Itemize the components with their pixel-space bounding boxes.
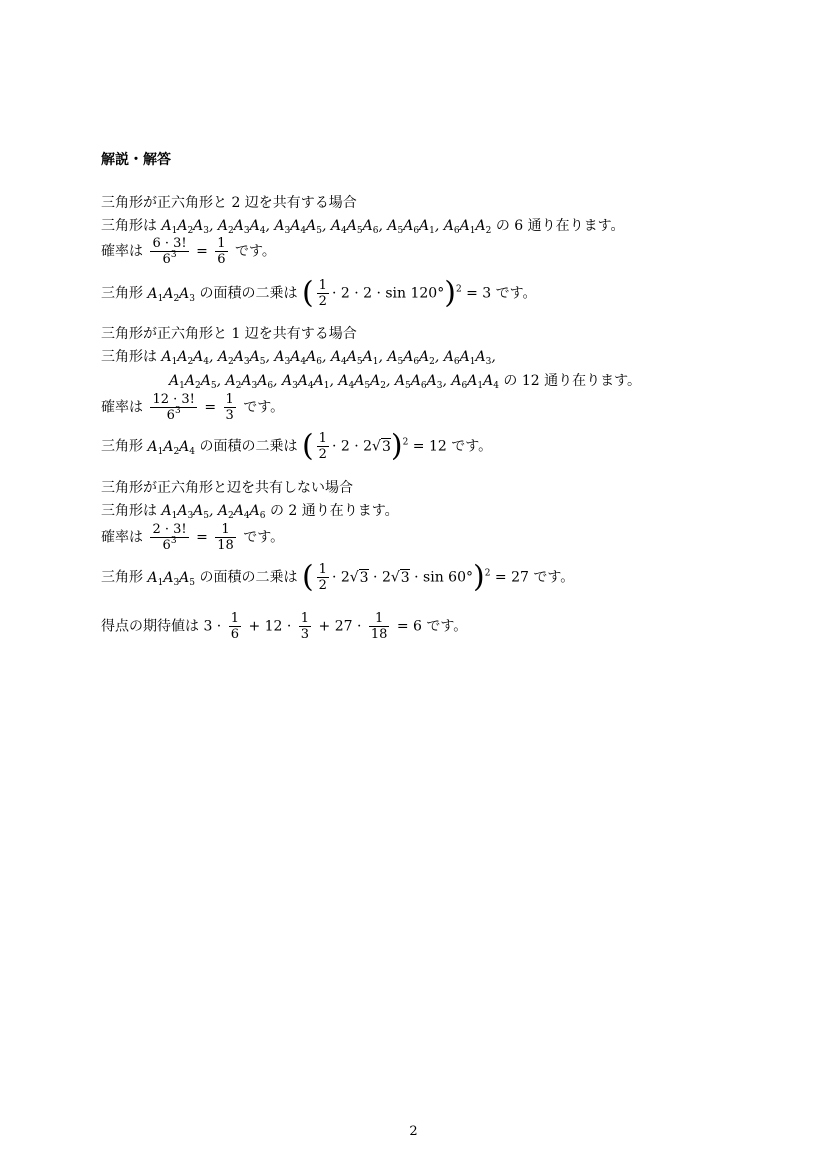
case3-area-mid: の面積の二乗は xyxy=(199,569,298,586)
case1-prob-prefix: 確率は xyxy=(101,243,143,260)
case1-area: 三角形 $A_1A_2A_3$ の面積の二乗は ( $\frac{1}{2}$ · 2 · 2 · sin 120°)$^2$ = 3 です。 xyxy=(101,275,537,311)
case2-area-mid: の面積の二乗は xyxy=(199,438,298,455)
case2-probability xyxy=(101,392,284,423)
page-number: 2 xyxy=(409,1124,418,1139)
section-heading: 解説・解答 xyxy=(101,152,171,168)
case3-area-triangle: $A_1A_3A_5$ xyxy=(147,569,196,588)
case2-prob-result: $\frac{1}{3}$ xyxy=(225,392,234,423)
case3-area-result: = 27 です。 xyxy=(494,569,575,586)
case3-triangles: $A_1A_3A_5$, $A_2A_4A_6$ xyxy=(161,503,266,521)
case1-prob-result: $\frac{1}{6}$ xyxy=(217,236,226,267)
case1-list-suffix: の 6 通り在ります。 xyxy=(495,218,625,234)
case3-probability xyxy=(101,522,284,553)
case2-list-line2 xyxy=(169,372,641,390)
case2-triangles-2: $A_1A_2A_5$, $A_2A_3A_6$, $A_3A_4A_1$, $A_4A_5A_2$, $A_5A_6A_3$, $A_6A_1A_4$ xyxy=(169,373,499,391)
case1-area-mid: の面積の二乗は xyxy=(199,285,298,302)
case1-prob-fraction: $\frac{6 \cdot 3!}{6^3}$ xyxy=(152,236,187,267)
case3-list-suffix: の 2 通り在ります。 xyxy=(269,503,399,519)
expectation-prefix: 得点の期待値は xyxy=(101,618,199,635)
case2-list-suffix: の 12 通り在ります。 xyxy=(503,373,641,389)
case3-prob-suffix: です。 xyxy=(243,529,285,546)
case1-probability xyxy=(101,236,276,267)
case2-area: 三角形 $A_1A_2A_4$ の面積の二乗は ( $\frac{1}{2}$ · 2 · 2√3)$^2$ = 12 です。 xyxy=(101,428,493,464)
case2-prob-fraction: $\frac{12 \cdot 3!}{6^3}$ xyxy=(152,392,195,423)
case3-list xyxy=(101,502,399,520)
expectation-suffix: = 6 です。 xyxy=(396,618,468,635)
case1-area-triangle: $A_1A_2A_3$ xyxy=(147,285,196,304)
case1-title: 三角形が正六角形と 2 辺を共有する場合 xyxy=(101,195,357,211)
case2-list-prefix: 三角形は xyxy=(101,349,157,365)
case3-list-prefix: 三角形は xyxy=(101,503,157,519)
equals-sign: = xyxy=(196,243,208,260)
case2-title: 三角形が正六角形と 1 辺を共有する場合 xyxy=(101,326,357,342)
case3-area-prefix: 三角形 xyxy=(101,569,143,586)
case2-area-result: = 12 です。 xyxy=(412,438,493,455)
case2-prob-prefix: 確率は xyxy=(101,399,143,416)
case2-area-prefix: 三角形 xyxy=(101,438,143,455)
case1-list-prefix: 三角形は xyxy=(101,218,157,234)
case3-prob-result: $\frac{1}{18}$ xyxy=(217,522,234,553)
case3-title: 三角形が正六角形と辺を共有しない場合 xyxy=(101,480,353,496)
case1-prob-suffix: です。 xyxy=(235,243,276,260)
case1-area-result: = 3 です。 xyxy=(466,285,537,302)
case2-area-triangle: $A_1A_2A_4$ xyxy=(147,438,196,457)
case2-triangles-1: $A_1A_2A_4$, $A_2A_3A_5$, $A_3A_4A_6$, $A_4A_5A_1$, $A_5A_6A_2$, $A_6A_1A_3$, xyxy=(161,349,496,367)
case3-prob-prefix: 確率は xyxy=(101,529,143,546)
equals-sign: = xyxy=(196,529,208,546)
expectation-line: 得点の期待値は 3 · $\frac{1}{6}$ + 12 · $\frac{1}{3}$ + 27 · $\frac{1}{18}$ = 6 です。 xyxy=(101,611,468,642)
case1-area-prefix: 三角形 xyxy=(101,285,143,302)
case2-prob-suffix: です。 xyxy=(243,399,285,416)
case1-list xyxy=(101,217,625,235)
case2-list-line1 xyxy=(101,348,496,366)
case3-area: 三角形 $A_1A_3A_5$ の面積の二乗は ( $\frac{1}{2}$ · 2√3 · 2√3 · sin 60°)$^2$ = 27 です。 xyxy=(101,559,575,595)
case3-prob-fraction: $\frac{2 \cdot 3!}{6^3}$ xyxy=(152,522,187,553)
case1-triangles: $A_1A_2A_3$, $A_2A_3A_4$, $A_3A_4A_5$, $A_4A_5A_6$, $A_5A_6A_1$, $A_6A_1A_2$ xyxy=(161,218,492,236)
equals-sign: = xyxy=(204,399,217,416)
